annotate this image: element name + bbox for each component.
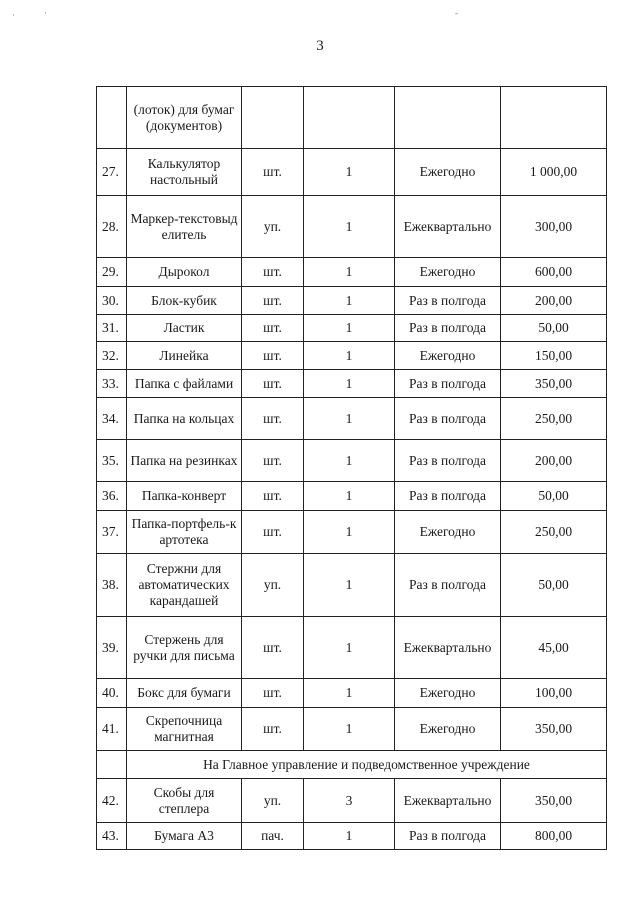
row-number-cell: 34. <box>97 398 127 440</box>
row-number-cell: 43. <box>97 823 127 850</box>
section-header-row <box>97 751 607 779</box>
unit-cell: шт. <box>242 482 304 511</box>
unit-cell: шт. <box>242 370 304 398</box>
table-row <box>97 440 607 482</box>
frequency-cell: Раз в полгода <box>395 823 501 850</box>
table-row <box>97 617 607 679</box>
quantity-cell: 1 <box>304 149 395 196</box>
frequency-cell: Ежеквартально <box>395 196 501 258</box>
table-row <box>97 779 607 823</box>
section-header: На Главное управление и подведомственное учреждение <box>127 751 607 779</box>
frequency-cell: Ежегодно <box>395 679 501 708</box>
frequency-cell: Ежегодно <box>395 511 501 554</box>
item-name-cell: (лоток) для бумаг (документов) <box>127 87 242 149</box>
quantity-cell: 1 <box>304 342 395 370</box>
row-number-cell: 28. <box>97 196 127 258</box>
frequency-cell: Раз в полгода <box>395 482 501 511</box>
row-number-cell: 37. <box>97 511 127 554</box>
quantity-cell: 1 <box>304 440 395 482</box>
unit-cell: шт. <box>242 287 304 315</box>
item-name-cell: Ластик <box>127 315 242 342</box>
table-row-continued <box>97 87 607 149</box>
unit-cell: уп. <box>242 196 304 258</box>
quantity-cell <box>304 87 395 149</box>
table-row <box>97 196 607 258</box>
table-row <box>97 149 607 196</box>
frequency-cell: Ежеквартально <box>395 617 501 679</box>
price-cell: 45,00 <box>501 617 607 679</box>
price-cell: 350,00 <box>501 708 607 751</box>
item-name-cell: Стержень для ручки для письма <box>127 617 242 679</box>
item-name-cell: Линейка <box>127 342 242 370</box>
item-name-cell: Папка на кольцах <box>127 398 242 440</box>
row-number-cell: 32. <box>97 342 127 370</box>
row-number-cell: 31. <box>97 315 127 342</box>
quantity-cell: 1 <box>304 679 395 708</box>
item-name-cell: Калькулятор настольный <box>127 149 242 196</box>
quantity-cell: 1 <box>304 196 395 258</box>
row-number-cell: 36. <box>97 482 127 511</box>
table-row <box>97 287 607 315</box>
unit-cell: шт. <box>242 342 304 370</box>
price-cell: 250,00 <box>501 511 607 554</box>
table-row <box>97 679 607 708</box>
scan-speck: · <box>44 8 47 18</box>
table-row <box>97 708 607 751</box>
table-row <box>97 823 607 850</box>
item-name-cell: Скобы для степлера <box>127 779 242 823</box>
item-name-cell: Бокс для бумаги <box>127 679 242 708</box>
table-row <box>97 258 607 287</box>
price-cell: 50,00 <box>501 554 607 617</box>
price-cell: 600,00 <box>501 258 607 287</box>
unit-cell: уп. <box>242 779 304 823</box>
item-name-cell: Дырокол <box>127 258 242 287</box>
table-row <box>97 482 607 511</box>
table-row <box>97 398 607 440</box>
price-cell: 350,00 <box>501 370 607 398</box>
frequency-cell: Ежегодно <box>395 149 501 196</box>
price-cell: 150,00 <box>501 342 607 370</box>
table-row <box>97 342 607 370</box>
item-name-cell: Стержни для автоматических карандашей <box>127 554 242 617</box>
unit-cell <box>242 87 304 149</box>
unit-cell: шт. <box>242 315 304 342</box>
row-number-cell <box>97 751 127 779</box>
item-name-cell: Маркер-текстовыделитель <box>127 196 242 258</box>
row-number-cell: 35. <box>97 440 127 482</box>
frequency-cell <box>395 87 501 149</box>
table-row <box>97 511 607 554</box>
quantity-cell: 3 <box>304 779 395 823</box>
price-cell: 350,00 <box>501 779 607 823</box>
frequency-cell: Раз в полгода <box>395 554 501 617</box>
item-name-cell: Блок-кубик <box>127 287 242 315</box>
quantity-cell: 1 <box>304 617 395 679</box>
frequency-cell: Ежегодно <box>395 342 501 370</box>
scan-speck: - <box>455 8 458 18</box>
price-cell: 200,00 <box>501 440 607 482</box>
unit-cell: шт. <box>242 149 304 196</box>
price-cell: 1 000,00 <box>501 149 607 196</box>
item-name-cell: Папка-конверт <box>127 482 242 511</box>
unit-cell: шт. <box>242 398 304 440</box>
row-number-cell: 29. <box>97 258 127 287</box>
row-number-cell: 42. <box>97 779 127 823</box>
quantity-cell: 1 <box>304 370 395 398</box>
table-row <box>97 315 607 342</box>
unit-cell: уп. <box>242 554 304 617</box>
price-cell: 100,00 <box>501 679 607 708</box>
frequency-cell: Ежегодно <box>395 708 501 751</box>
price-cell: 800,00 <box>501 823 607 850</box>
price-cell: 50,00 <box>501 482 607 511</box>
quantity-cell: 1 <box>304 554 395 617</box>
row-number-cell: 30. <box>97 287 127 315</box>
row-number-cell: 39. <box>97 617 127 679</box>
row-number-cell: 38. <box>97 554 127 617</box>
unit-cell: шт. <box>242 258 304 287</box>
item-name-cell: Папка на резинках <box>127 440 242 482</box>
price-cell: 300,00 <box>501 196 607 258</box>
frequency-cell: Раз в полгода <box>395 440 501 482</box>
item-name-cell: Папка-портфель-картотека <box>127 511 242 554</box>
quantity-cell: 1 <box>304 823 395 850</box>
item-name-cell: Бумага А3 <box>127 823 242 850</box>
scan-speck: · <box>12 10 15 20</box>
row-number-cell: 33. <box>97 370 127 398</box>
unit-cell: шт. <box>242 440 304 482</box>
quantity-cell: 1 <box>304 398 395 440</box>
frequency-cell: Раз в полгода <box>395 370 501 398</box>
row-number-cell: 40. <box>97 679 127 708</box>
unit-cell: шт. <box>242 511 304 554</box>
row-number-cell: 41. <box>97 708 127 751</box>
unit-cell: шт. <box>242 679 304 708</box>
frequency-cell: Ежеквартально <box>395 779 501 823</box>
price-cell: 50,00 <box>501 315 607 342</box>
price-cell: 200,00 <box>501 287 607 315</box>
item-name-cell: Скрепочница магнитная <box>127 708 242 751</box>
quantity-cell: 1 <box>304 315 395 342</box>
frequency-cell: Ежегодно <box>395 258 501 287</box>
unit-cell: шт. <box>242 617 304 679</box>
frequency-cell: Раз в полгода <box>395 287 501 315</box>
quantity-cell: 1 <box>304 708 395 751</box>
quantity-cell: 1 <box>304 482 395 511</box>
row-number-cell: 27. <box>97 149 127 196</box>
quantity-cell: 1 <box>304 511 395 554</box>
price-cell <box>501 87 607 149</box>
quantity-cell: 1 <box>304 258 395 287</box>
item-name-cell: Папка с файлами <box>127 370 242 398</box>
price-cell: 250,00 <box>501 398 607 440</box>
quantity-cell: 1 <box>304 287 395 315</box>
supplies-table <box>96 86 607 850</box>
frequency-cell: Раз в полгода <box>395 398 501 440</box>
table-row <box>97 554 607 617</box>
row-number-cell <box>97 87 127 149</box>
frequency-cell: Раз в полгода <box>395 315 501 342</box>
table-row <box>97 370 607 398</box>
unit-cell: пач. <box>242 823 304 850</box>
page-number: 3 <box>316 38 324 54</box>
unit-cell: шт. <box>242 708 304 751</box>
